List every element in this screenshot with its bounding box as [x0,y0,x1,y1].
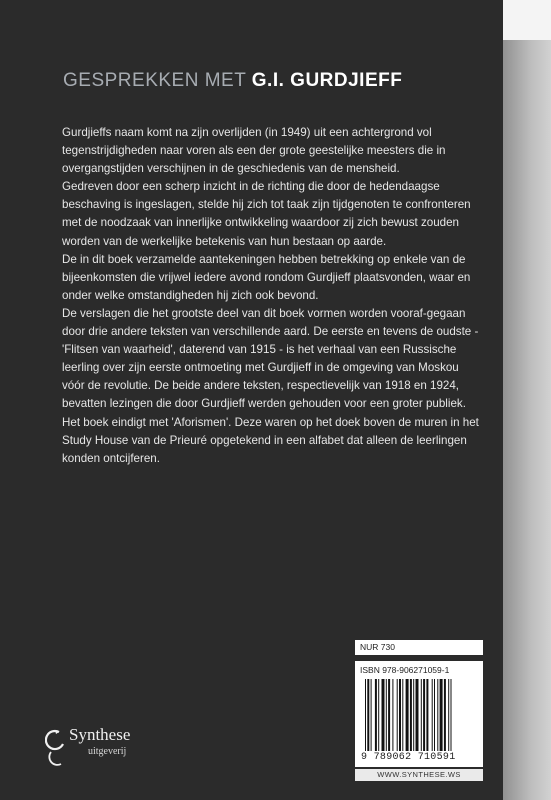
page-edge-shadow [500,40,551,800]
synthese-logo-icon [45,726,69,766]
nur-label: NUR 730 [355,640,483,655]
publisher-subtitle: uitgeverij [88,746,127,757]
barcode [365,679,475,751]
blurb-paragraph: Gedreven door een scherp inzicht in de richting die door de hedendaagse beschaving is ingeslagen, stelde hij zich tot taak zijn tijdgenoten te confronteren met de noodzaak van innerlijke ontwikkeling waardoor zij zich bewust zouden worden van de werkelijke betekenis van hun bestaan op aarde. [62,180,471,248]
title-author: G.I. GURDJIEFF [251,70,403,91]
isbn-block [355,661,483,767]
blurb-paragraph: De in dit boek verzamelde aantekeningen hebben betrekking op enkele van de bijeenkomsten die vrijwel iedere avond rondom Gurdjieff plaatsvonden, waar en onder welke omstandigheden hij zich ook bevond. [62,252,471,302]
blurb-paragraph: De verslagen die het grootste deel van dit boek vormen worden vooraf-gegaan door drie andere teksten van verschillende aard. De eerste en tevens de oudste - 'Flitsen van waarheid', daterend van 1915 - is het verhaal van een Russische leerling over zijn eerste ontmoeting met Gurdjieff in de omgeving van Moskou vóór de revolutie. De beide andere teksten, respectievelijk van 1918 en 1924, bevatten lezingen die door Gurdjieff werden gehouden voor een groter publiek. [62,306,479,411]
book-title [63,70,402,92]
publisher-logo [45,724,165,770]
publisher-name: Synthese [69,725,131,744]
blurb-paragraph: Gurdjieffs naam komt na zijn overlijden (in 1949) uit een achtergrond vol tegenstrijdigheden naar voren als een der grote geestelijke meesters die in overgangstijden verschijnen in de geschiedenis van de mensheid. [62,126,446,176]
blurb-text [62,124,482,468]
website-label: WWW.SYNTHESE.WS [355,769,483,781]
title-prefix: GESPREKKEN MET [63,70,252,91]
barcode-digits: 9 789062 710591 [361,752,456,763]
isbn-number: ISBN 978-906271059-1 [360,665,450,675]
blurb-paragraph: Het boek eindigt met 'Aforismen'. Deze waren op het doek boven de muren in het Study House van de Prieuré opgetekend in een alfabet dat alleen de leerlingen konden ontcijferen. [62,415,479,465]
